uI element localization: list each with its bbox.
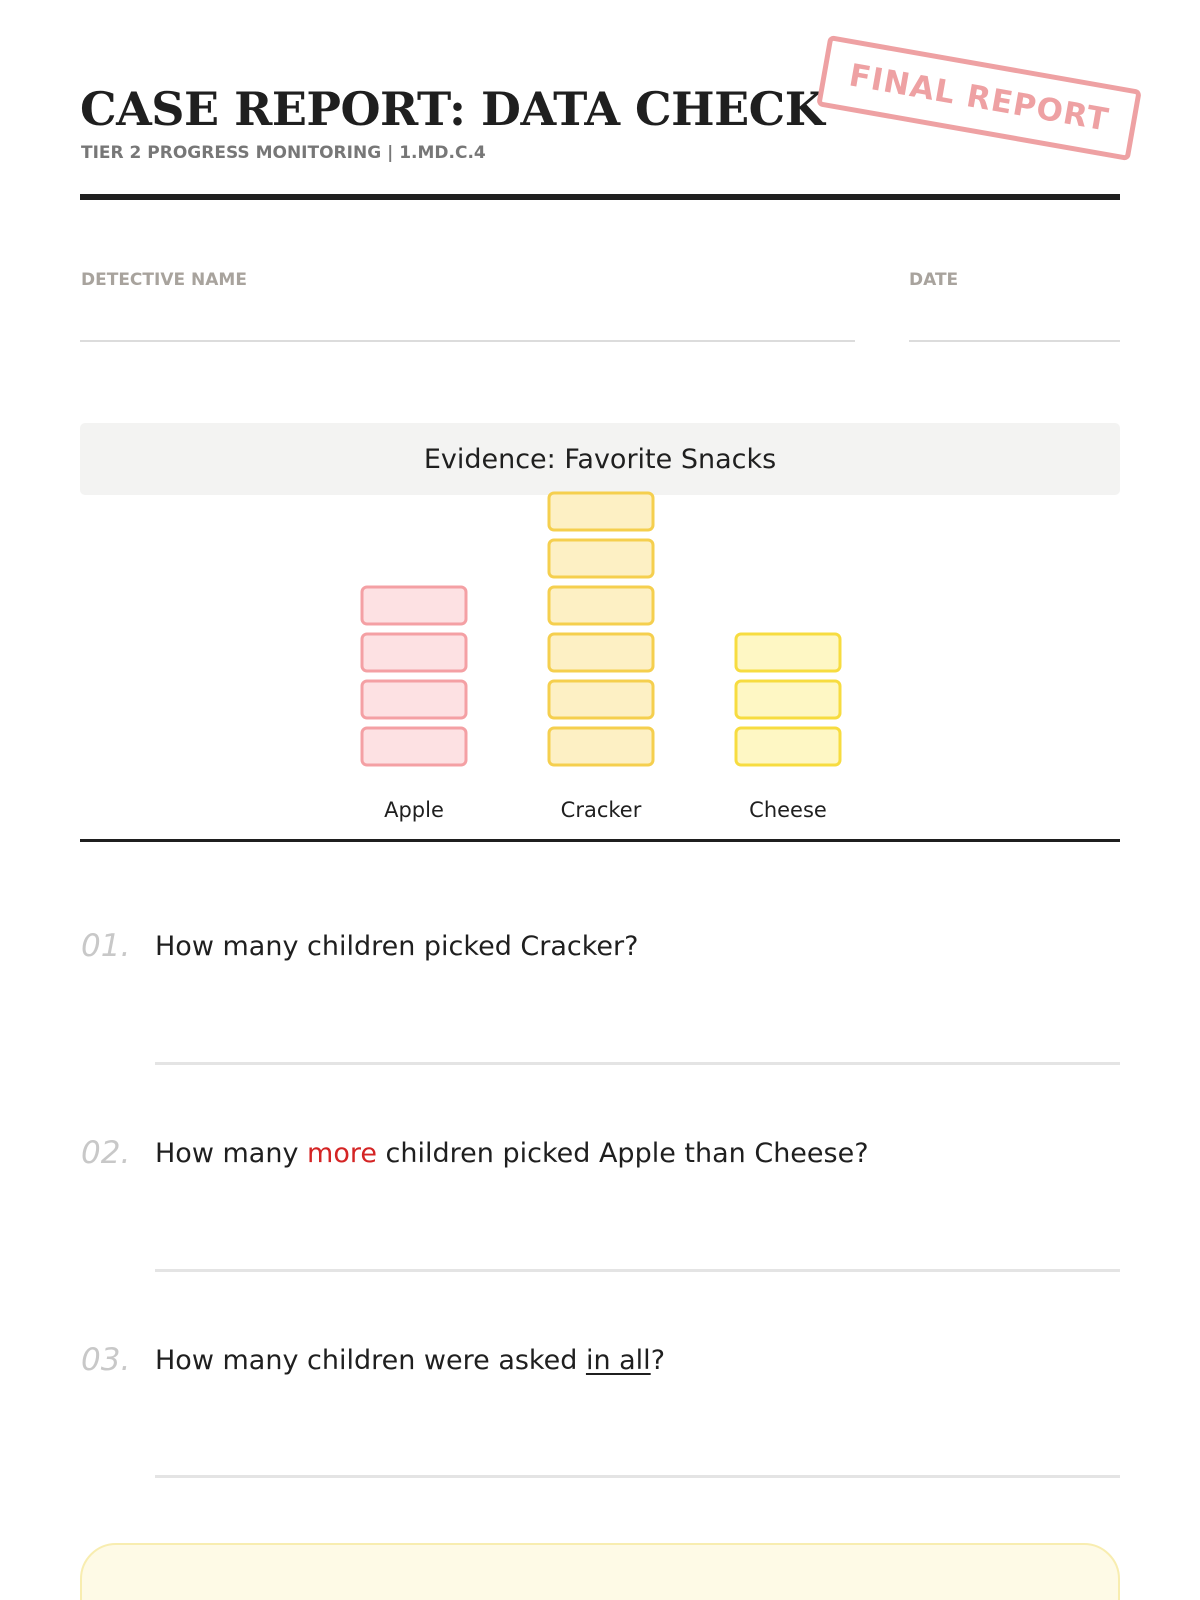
bar-box-apple-3 [362, 634, 466, 671]
final-report-stamp: FINAL REPORT [816, 35, 1142, 161]
chart-baseline [80, 839, 1120, 842]
page-subtitle: TIER 2 PROGRESS MONITORING | 1.MD.C.4 [81, 143, 486, 163]
category-label-cheese: Cheese [749, 798, 827, 822]
header-divider [80, 194, 1120, 200]
bar-box-cheese-2 [736, 681, 840, 718]
question-3-text-start: How many children were asked [155, 1345, 586, 1376]
bar-box-apple-1 [362, 728, 466, 765]
date-field[interactable] [909, 340, 1120, 342]
detective-name-label: DETECTIVE NAME [81, 270, 247, 290]
page-title: CASE REPORT: DATA CHECK [80, 82, 825, 136]
footer-box [80, 1543, 1120, 1600]
question-2-answer-line[interactable] [155, 1269, 1120, 1272]
question-2-text-end: children picked Apple than Cheese? [376, 1138, 869, 1169]
question-3-underlined-phrase: in all [585, 1345, 651, 1376]
question-3-text-end: ? [650, 1345, 666, 1376]
evidence-title: Evidence: Favorite Snacks [80, 423, 1120, 495]
bar-box-cracker-6 [549, 493, 653, 530]
question-2-highlight-word: more [307, 1138, 377, 1169]
bar-box-cracker-4 [549, 587, 653, 624]
question-3-answer-line[interactable] [155, 1475, 1120, 1478]
category-label-apple: Apple [384, 798, 444, 822]
snack-picture-graph [0, 480, 1200, 840]
question-2-text-start: How many [155, 1138, 308, 1169]
question-3-number: 03. [81, 1342, 131, 1378]
question-2-text [155, 1138, 869, 1169]
bar-box-apple-2 [362, 681, 466, 718]
bar-box-cheese-1 [736, 728, 840, 765]
detective-name-field[interactable] [80, 340, 855, 342]
bar-box-cracker-2 [549, 681, 653, 718]
bar-box-cracker-5 [549, 540, 653, 577]
question-1-number: 01. [81, 928, 131, 964]
question-1-text: How many children picked Cracker? [155, 931, 639, 962]
bar-box-apple-4 [362, 587, 466, 624]
question-2-number: 02. [81, 1135, 131, 1171]
category-label-cracker: Cracker [560, 798, 642, 822]
date-label: DATE [909, 270, 959, 290]
question-3-text [155, 1345, 665, 1376]
bar-box-cracker-1 [549, 728, 653, 765]
question-1-answer-line[interactable] [155, 1062, 1120, 1065]
bar-box-cracker-3 [549, 634, 653, 671]
bar-box-cheese-3 [736, 634, 840, 671]
